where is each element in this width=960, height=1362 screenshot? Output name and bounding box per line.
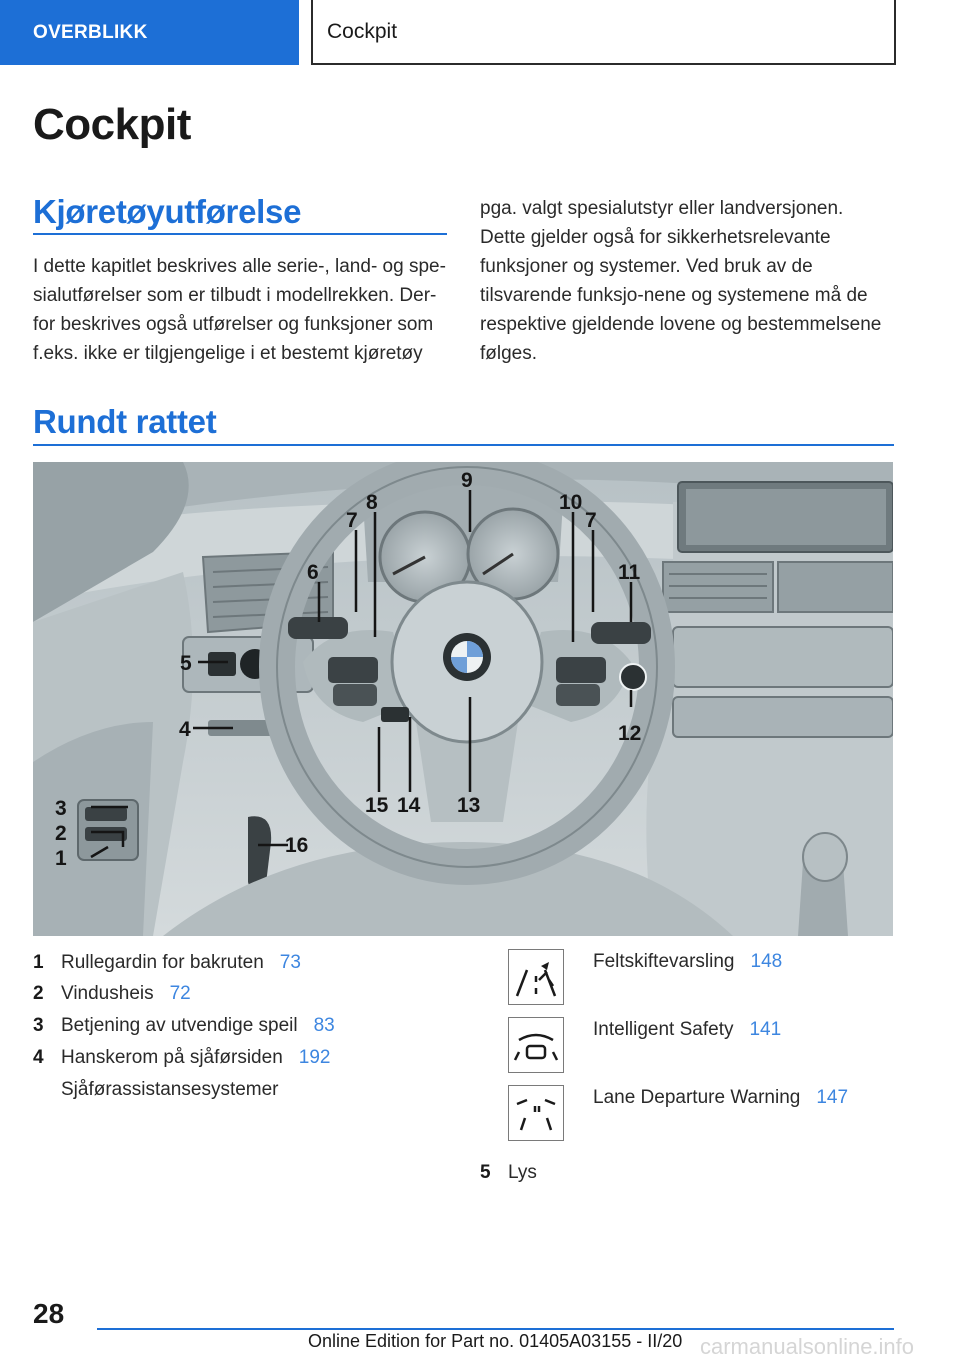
section-heading-rundt-rattet: Rundt rattet [33, 403, 217, 440]
legend-item [33, 1046, 330, 1070]
footer-rule [97, 1328, 894, 1330]
callout-7-right: 7 [585, 509, 597, 532]
cockpit-illustration [33, 462, 893, 936]
collision-warning-icon [508, 1017, 564, 1073]
callout-15: 15 [365, 794, 389, 817]
page-title: Cockpit [33, 100, 191, 149]
section-heading-kjoretoyutforelse: Kjøretøyutførelse [33, 193, 302, 230]
page-link[interactable]: 73 [279, 952, 301, 973]
chapter-header [311, 0, 896, 65]
legend-number: 3 [33, 1015, 44, 1036]
callout-9: 9 [461, 469, 473, 492]
section-rule [33, 233, 447, 235]
callout-3: 3 [55, 797, 67, 820]
cockpit-drawing [33, 462, 893, 936]
page-link[interactable]: 83 [313, 1015, 335, 1036]
legend-text: Lys [508, 1162, 537, 1183]
section-tab[interactable] [0, 0, 299, 65]
legend-item [593, 1019, 781, 1041]
page-link[interactable]: 141 [749, 1019, 782, 1040]
legend-text: Intelligent Safety [593, 1019, 734, 1040]
legend-item [33, 1014, 335, 1038]
watermark: carmanualsonline.info [700, 1334, 915, 1359]
page-link[interactable]: 72 [169, 983, 191, 1004]
callout-14: 14 [397, 794, 421, 817]
legend-number: 2 [33, 983, 44, 1004]
callout-11: 11 [618, 561, 641, 584]
callout-2: 2 [55, 822, 67, 845]
legend-number: 5 [480, 1162, 491, 1183]
legend-text: Hanskerom på sjåførsiden [61, 1047, 283, 1068]
page-link[interactable]: 147 [816, 1087, 849, 1108]
callout-16: 16 [285, 834, 309, 857]
legend-number: 4 [33, 1047, 44, 1068]
lane-change-warning-icon [508, 949, 564, 1005]
section-tab-label: OVERBLIKK [33, 21, 148, 43]
page-link[interactable]: 192 [298, 1047, 331, 1068]
page-number: 28 [33, 1298, 65, 1329]
chapter-header-label: Cockpit [327, 19, 398, 43]
callout-1: 1 [55, 847, 67, 870]
legend-text: Betjening av utvendige speil [61, 1015, 298, 1036]
legend-text: Lane Departure Warning [593, 1087, 801, 1108]
callout-8: 8 [366, 491, 378, 514]
legend-number: 1 [33, 952, 44, 973]
callout-12: 12 [618, 722, 642, 745]
legend-item [480, 1161, 537, 1185]
legend-item [593, 951, 782, 973]
callout-5: 5 [180, 652, 192, 675]
legend-item [593, 1087, 848, 1109]
legend-text: Sjåførassistansesystemer [61, 1079, 279, 1100]
legend-text: Rullegardin for bakruten [61, 952, 264, 973]
legend-item [33, 982, 191, 1006]
lane-departure-warning-icon [508, 1085, 564, 1141]
callout-13: 13 [457, 794, 481, 817]
legend-text: Vindusheis [61, 983, 154, 1004]
callout-4: 4 [179, 718, 191, 741]
legend-item [33, 1078, 279, 1102]
page-link[interactable]: 148 [750, 951, 783, 972]
callout-6: 6 [307, 561, 319, 584]
callout-7-left: 7 [346, 509, 358, 532]
intro-paragraph-right: pga. valgt spesialutstyr eller landversjonen. Dette gjelder også for sikkerhetsrelevante funksjoner og systemer. Ved bruk av de tilsvarende funksjo-nene og systemene må de respektive gjeldende lovene og bestemmelsene følges. [480, 198, 882, 364]
section-rule [33, 444, 894, 446]
legend-item [33, 951, 301, 975]
intro-paragraph-left: I dette kapitlet beskrives alle serie-, land- og spe-sialutførelser som er tilbudt i modellrekken. Der-for beskrives også utførelser og funksjoner som f.eks. ikke er tilgjengelige i et bestemt kjøretøy [33, 256, 446, 364]
legend-text: Feltskiftevarsling [593, 951, 735, 972]
footer-edition: Online Edition for Part no. 01405A03155 - II/20 [308, 1331, 683, 1351]
callout-10: 10 [559, 491, 583, 514]
